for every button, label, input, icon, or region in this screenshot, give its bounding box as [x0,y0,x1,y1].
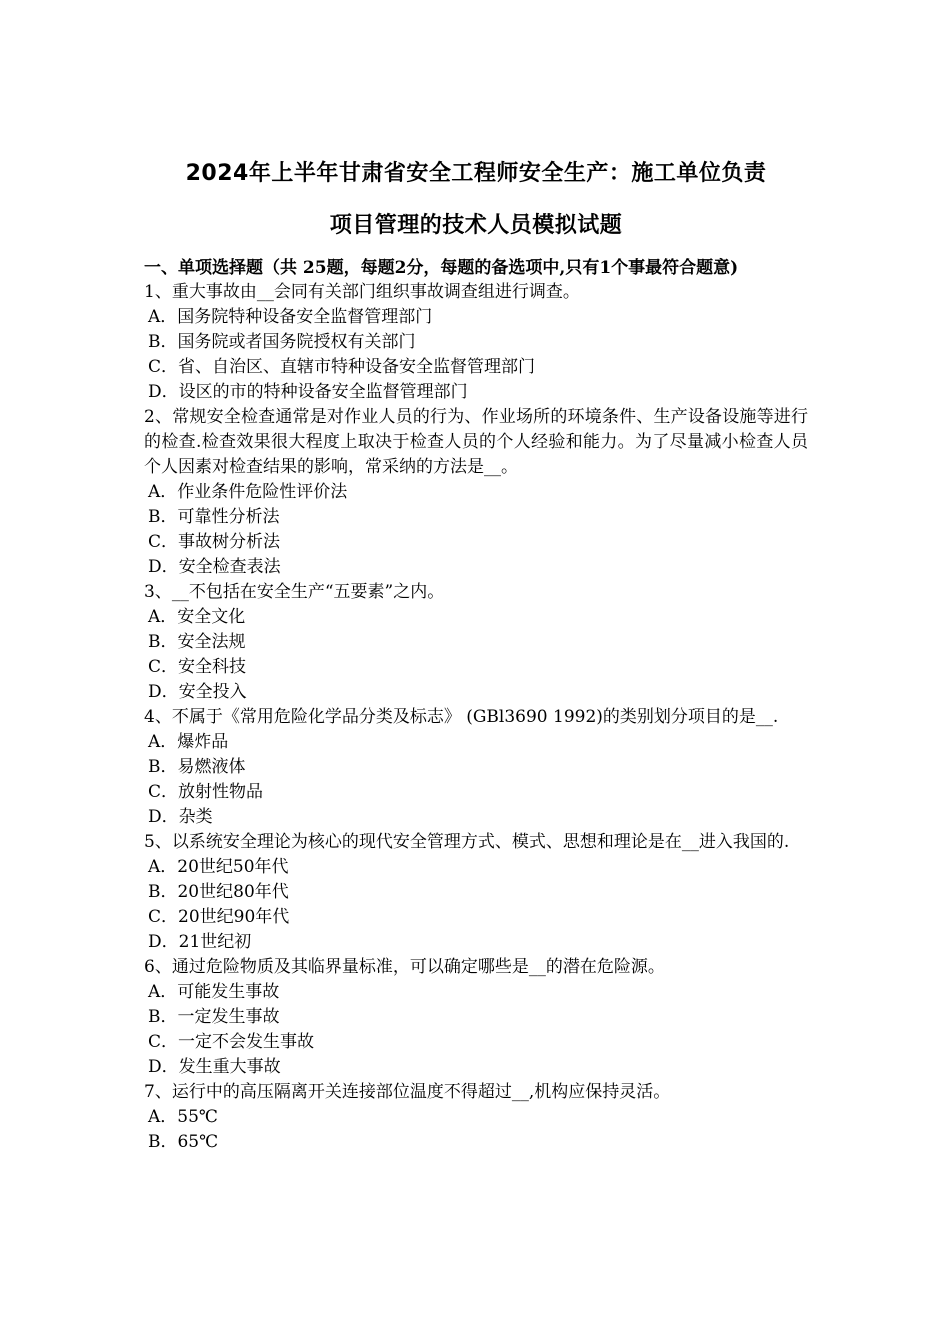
section-heading: 一、单项选择题（共 25题，每题2分，每题的备选项中,只有1个事最符合题意) [144,258,739,278]
document-page [144,148,808,1155]
option-c: C．安全科技 [148,657,247,677]
option-a: A．安全文化 [148,607,246,627]
question-7 [144,1080,808,1155]
question-6 [144,955,808,1080]
question-text: 7、运行中的高压隔离开关连接部位温度不得超过__,机构应保持灵活。 [144,1082,671,1102]
option-a: A．可能发生事故 [148,982,280,1002]
option-c: C．省、自治区、直辖市特种设备安全监督管理部门 [148,357,536,377]
document-title-line1: 2024年上半年甘肃省安全工程师安全生产：施工单位负责 [185,161,767,186]
question-text: 6、通过危险物质及其临界量标准，可以确定哪些是__的潜在危险源。 [144,957,665,977]
option-c: C．放射性物品 [148,782,264,802]
question-text: 5、以系统安全理论为核心的现代安全管理方式、模式、思想和理论是在__进入我国的. [144,832,790,852]
option-d: D．设区的市的特种设备安全监督管理部门 [148,382,468,402]
option-d: D．杂类 [148,807,213,827]
question-2 [144,405,808,580]
question-text: 1、重大事故由__会同有关部门组织事故调查组进行调查。 [144,282,580,302]
option-b: B．一定发生事故 [148,1007,280,1027]
option-d: D．21世纪初 [148,932,252,952]
document-title-line2: 项目管理的技术人员模拟试题 [329,213,623,238]
option-c: C．20世纪90年代 [148,907,290,927]
question-text: 4、不属于《常用危险化学品分类及标志》 (GBl3690 1992)的类别划分项目的是__. [144,707,779,727]
question-text: 3、__不包括在安全生产“五要素”之内。 [144,582,445,602]
option-a: A．55℃ [148,1107,218,1127]
option-b: B．65℃ [148,1132,219,1152]
question-5 [144,830,808,955]
option-b: B．易燃液体 [148,757,246,777]
option-b: B．国务院或者国务院授权有关部门 [148,332,416,352]
option-b: B．20世纪80年代 [148,882,289,902]
question-3 [144,580,808,705]
option-c: C．事故树分析法 [148,532,281,552]
question-4 [144,705,808,830]
option-a: A．作业条件危险性评价法 [148,482,348,502]
option-a: A．国务院特种设备安全监督管理部门 [148,307,433,327]
option-c: C．一定不会发生事故 [148,1032,315,1052]
question-1 [144,280,808,405]
option-d: D．发生重大事故 [148,1057,281,1077]
option-a: A．爆炸品 [148,732,229,752]
option-a: A．20世纪50年代 [148,857,289,877]
option-d: D．安全投入 [148,682,247,702]
option-b: B．安全法规 [148,632,246,652]
question-text: 2、常规安全检查通常是对作业人员的行为、作业场所的环境条件、生产设备设施等进行的检查.检查效果很大程度上取决于检查人员的个人经验和能力。为了尽量减小检查人员个人因素对检查结果的影响，常采纳的方法是__。 [144,407,808,477]
option-b: B．可靠性分析法 [148,507,280,527]
option-d: D．安全检查表法 [148,557,281,577]
